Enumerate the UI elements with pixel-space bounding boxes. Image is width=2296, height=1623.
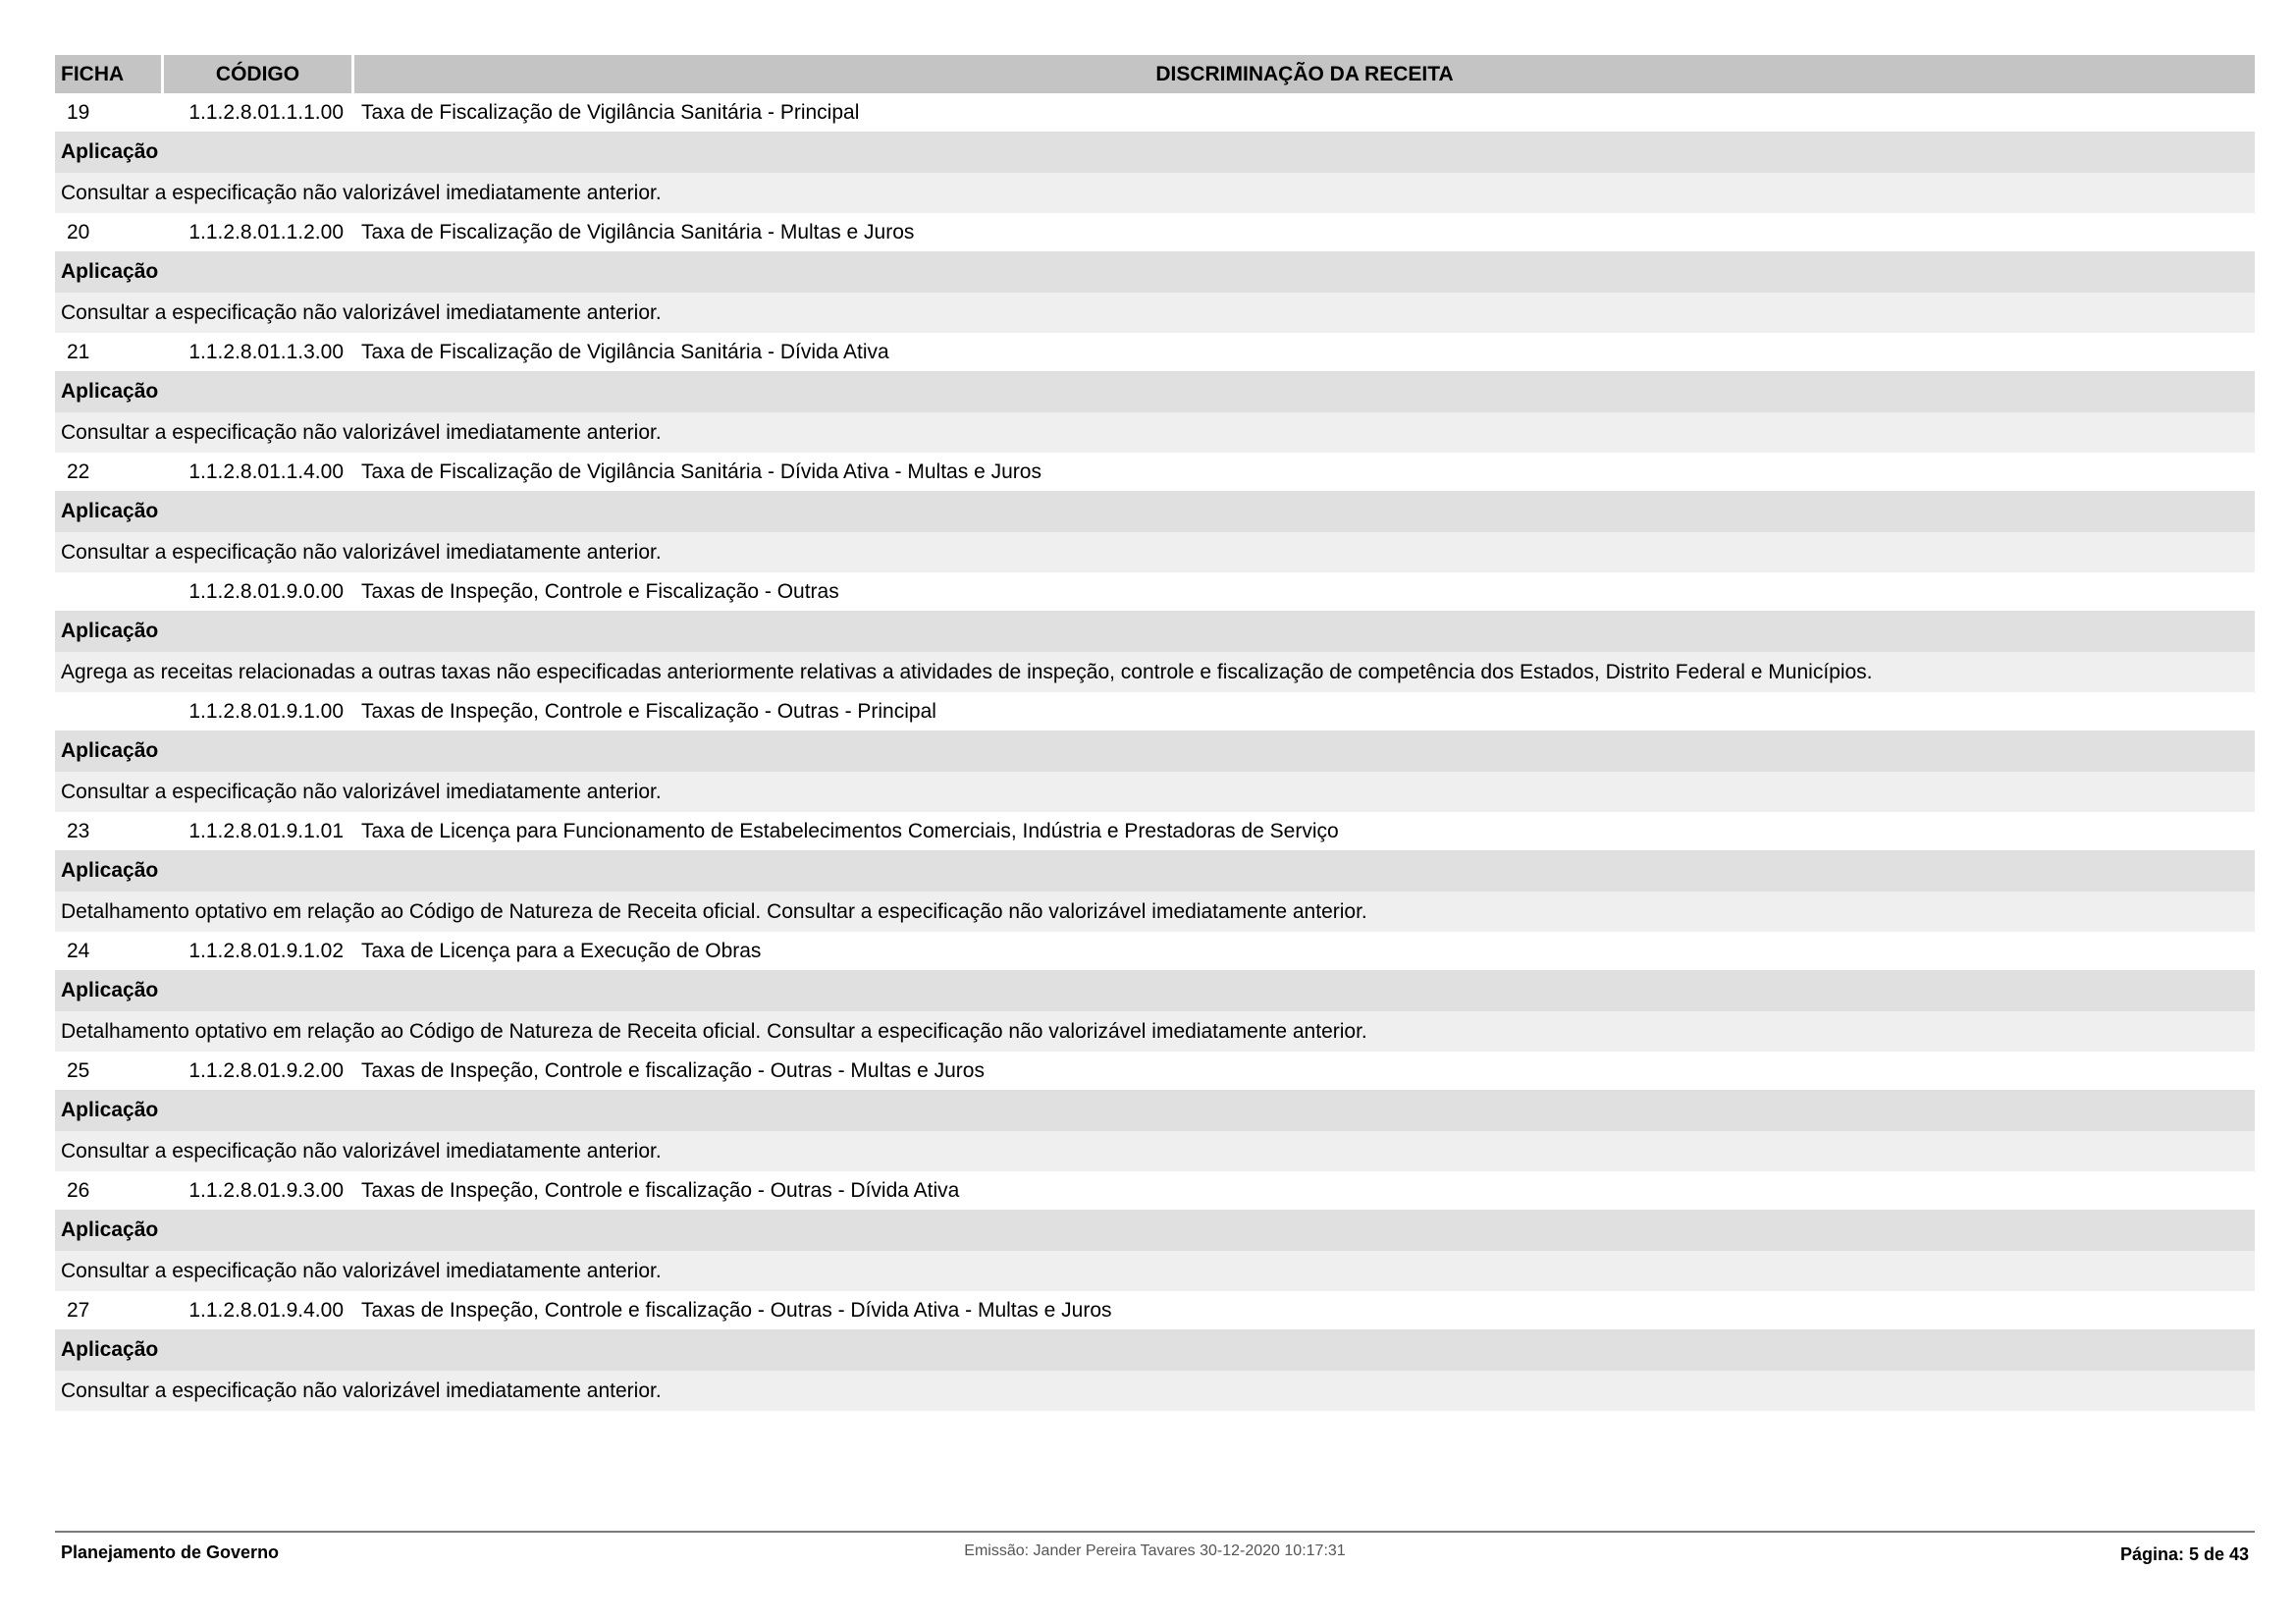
aplicacao-text: Consultar a especificação não valorizável imediatamente anterior. bbox=[55, 293, 2255, 333]
discriminacao-cell: Taxas de Inspeção, Controle e fiscalização - Outras - Dívida Ativa bbox=[361, 1178, 960, 1202]
aplicacao-text: Consultar a especificação não valorizável imediatamente anterior. bbox=[55, 1371, 2255, 1411]
codigo-cell: 1.1.2.8.01.9.4.00 bbox=[188, 1298, 344, 1322]
discriminacao-cell: Taxa de Licença para a Execução de Obras bbox=[361, 939, 762, 962]
discriminacao-cell: Taxa de Fiscalização de Vigilância Sanitária - Principal bbox=[361, 100, 860, 124]
table-row bbox=[55, 333, 2255, 371]
aplicacao-text: Consultar a especificação não valorizável imediatamente anterior. bbox=[55, 173, 2255, 213]
aplicacao-label: Aplicação bbox=[55, 371, 2255, 412]
codigo-cell: 1.1.2.8.01.9.1.00 bbox=[188, 699, 344, 723]
table-row bbox=[55, 812, 2255, 850]
codigo-cell: 1.1.2.8.01.1.4.00 bbox=[188, 460, 344, 483]
table-row bbox=[55, 453, 2255, 491]
discriminacao-cell: Taxa de Fiscalização de Vigilância Sanitária - Multas e Juros bbox=[361, 220, 915, 243]
ficha-cell: 23 bbox=[67, 819, 90, 842]
aplicacao-label: Aplicação bbox=[55, 611, 2255, 652]
ficha-cell: 27 bbox=[67, 1298, 90, 1322]
ficha-cell: 26 bbox=[67, 1178, 90, 1202]
codigo-cell: 1.1.2.8.01.9.3.00 bbox=[188, 1178, 344, 1202]
page-footer bbox=[55, 1541, 2255, 1570]
codigo-cell: 1.1.2.8.01.9.2.00 bbox=[188, 1058, 344, 1082]
aplicacao-label: Aplicação bbox=[55, 251, 2255, 293]
aplicacao-text: Consultar a especificação não valorizável imediatamente anterior. bbox=[55, 412, 2255, 453]
codigo-cell: 1.1.2.8.01.9.0.00 bbox=[188, 579, 344, 603]
table-row bbox=[55, 93, 2255, 132]
discriminacao-cell: Taxas de Inspeção, Controle e fiscalização - Outras - Multas e Juros bbox=[361, 1058, 985, 1082]
aplicacao-label: Aplicação bbox=[55, 1329, 2255, 1371]
discriminacao-cell: Taxa de Fiscalização de Vigilância Sanitária - Dívida Ativa bbox=[361, 340, 889, 363]
codigo-cell: 1.1.2.8.01.1.3.00 bbox=[188, 340, 344, 363]
footer-emission: Emissão: Jander Pereira Tavares 30-12-2020 10:17:31 bbox=[964, 1542, 1346, 1559]
aplicacao-text: Consultar a especificação não valorizável imediatamente anterior. bbox=[55, 772, 2255, 812]
discriminacao-cell: Taxas de Inspeção, Controle e fiscalização - Outras - Dívida Ativa - Multas e Juros bbox=[361, 1298, 1112, 1322]
ficha-cell: 25 bbox=[67, 1058, 90, 1082]
aplicacao-label: Aplicação bbox=[55, 491, 2255, 532]
aplicacao-label: Aplicação bbox=[55, 970, 2255, 1011]
ficha-cell: 20 bbox=[67, 220, 90, 243]
footer-department: Planejamento de Governo bbox=[61, 1542, 280, 1562]
aplicacao-text: Agrega as receitas relacionadas a outras taxas não especificadas anteriormente relativas a atividades de inspeção, controle e fiscalização de competência dos Estados, Distrito Federal e Municípios. bbox=[55, 652, 2255, 692]
codigo-cell: 1.1.2.8.01.1.1.00 bbox=[188, 100, 344, 124]
table-row bbox=[55, 1291, 2255, 1329]
footer-divider bbox=[55, 1531, 2255, 1533]
discriminacao-cell: Taxas de Inspeção, Controle e Fiscalização - Outras bbox=[361, 579, 839, 603]
aplicacao-text: Consultar a especificação não valorizável imediatamente anterior. bbox=[55, 1251, 2255, 1291]
ficha-cell: 21 bbox=[67, 340, 90, 363]
ficha-cell: 24 bbox=[67, 939, 90, 962]
table-row bbox=[55, 1052, 2255, 1090]
aplicacao-text: Detalhamento optativo em relação ao Código de Natureza de Receita oficial. Consultar a especificação não valorizável imediatamente anterior. bbox=[55, 892, 2255, 932]
codigo-cell: 1.1.2.8.01.1.2.00 bbox=[188, 220, 344, 243]
codigo-cell: 1.1.2.8.01.9.1.01 bbox=[188, 819, 344, 842]
aplicacao-label: Aplicação bbox=[55, 132, 2255, 173]
aplicacao-label: Aplicação bbox=[55, 1210, 2255, 1251]
table-row bbox=[55, 932, 2255, 970]
ficha-cell: 19 bbox=[67, 100, 90, 124]
table-row bbox=[55, 692, 2255, 730]
header-discriminacao: DISCRIMINAÇÃO DA RECEITA bbox=[354, 55, 2255, 93]
aplicacao-label: Aplicação bbox=[55, 850, 2255, 892]
table-row bbox=[55, 1171, 2255, 1210]
aplicacao-text: Detalhamento optativo em relação ao Código de Natureza de Receita oficial. Consultar a especificação não valorizável imediatamente anterior. bbox=[55, 1011, 2255, 1052]
discriminacao-cell: Taxas de Inspeção, Controle e Fiscalização - Outras - Principal bbox=[361, 699, 936, 723]
discriminacao-cell: Taxa de Fiscalização de Vigilância Sanitária - Dívida Ativa - Multas e Juros bbox=[361, 460, 1041, 483]
table-row bbox=[55, 572, 2255, 611]
aplicacao-text: Consultar a especificação não valorizável imediatamente anterior. bbox=[55, 532, 2255, 572]
aplicacao-label: Aplicação bbox=[55, 1090, 2255, 1131]
aplicacao-text: Consultar a especificação não valorizável imediatamente anterior. bbox=[55, 1131, 2255, 1171]
codigo-cell: 1.1.2.8.01.9.1.02 bbox=[188, 939, 344, 962]
aplicacao-label: Aplicação bbox=[55, 730, 2255, 772]
header-ficha: FICHA bbox=[55, 55, 161, 93]
revenue-table bbox=[55, 55, 2255, 1411]
discriminacao-cell: Taxa de Licença para Funcionamento de Estabelecimentos Comerciais, Indústria e Prestadoras de Serviço bbox=[361, 819, 1339, 842]
ficha-cell: 22 bbox=[67, 460, 90, 483]
page-number: Página: 5 de 43 bbox=[2119, 1544, 2249, 1564]
table-row bbox=[55, 213, 2255, 251]
header-codigo: CÓDIGO bbox=[164, 55, 351, 93]
table-header bbox=[55, 55, 2255, 93]
